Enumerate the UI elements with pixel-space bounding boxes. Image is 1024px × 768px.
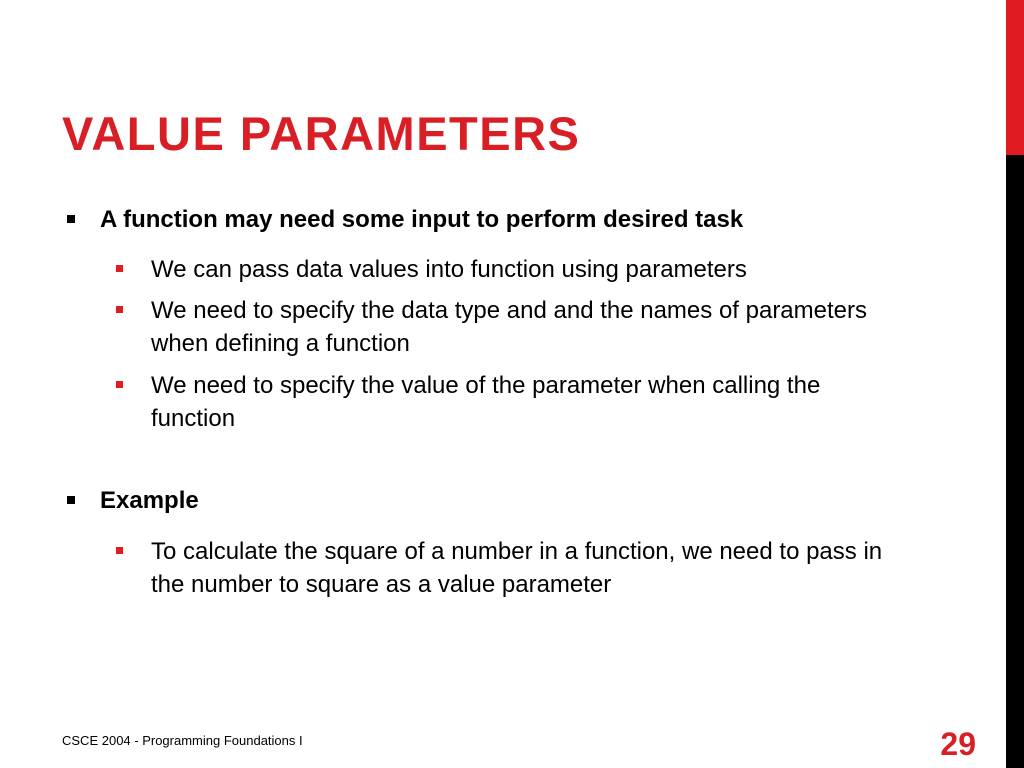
subbullet-text: We need to specify the data type and and the names of parameters when defining a function bbox=[151, 297, 868, 357]
subbullet-text: We can pass data values into function using parameters bbox=[151, 256, 747, 283]
square-bullet-icon bbox=[67, 496, 75, 504]
subbullet-text: To calculate the square of a number in a function, we need to pass in the number to square as a value parameter bbox=[151, 538, 883, 598]
square-bullet-icon bbox=[116, 265, 123, 272]
subbullet-specify-value bbox=[151, 369, 911, 435]
black-edge-bar bbox=[1006, 155, 1024, 768]
bullet-function-input bbox=[100, 205, 920, 235]
square-bullet-icon bbox=[116, 306, 123, 313]
subbullet-pass-data bbox=[151, 253, 911, 286]
square-bullet-icon bbox=[116, 381, 123, 388]
square-bullet-icon bbox=[116, 547, 123, 554]
bullet-text: Example bbox=[100, 487, 199, 514]
bullet-example bbox=[100, 486, 920, 516]
subbullet-text: We need to specify the value of the parameter when calling the function bbox=[151, 372, 821, 432]
slide-title: VALUE PARAMETERS bbox=[62, 107, 581, 160]
slide-footer: CSCE 2004 - Programming Foundations I bbox=[62, 733, 303, 748]
square-bullet-icon bbox=[67, 215, 75, 223]
bullet-text: A function may need some input to perform desired task bbox=[100, 206, 744, 233]
subbullet-square-example bbox=[151, 535, 911, 601]
page-number: 29 bbox=[940, 726, 976, 762]
subbullet-specify-type bbox=[151, 294, 911, 360]
red-edge-bar bbox=[1006, 0, 1024, 155]
